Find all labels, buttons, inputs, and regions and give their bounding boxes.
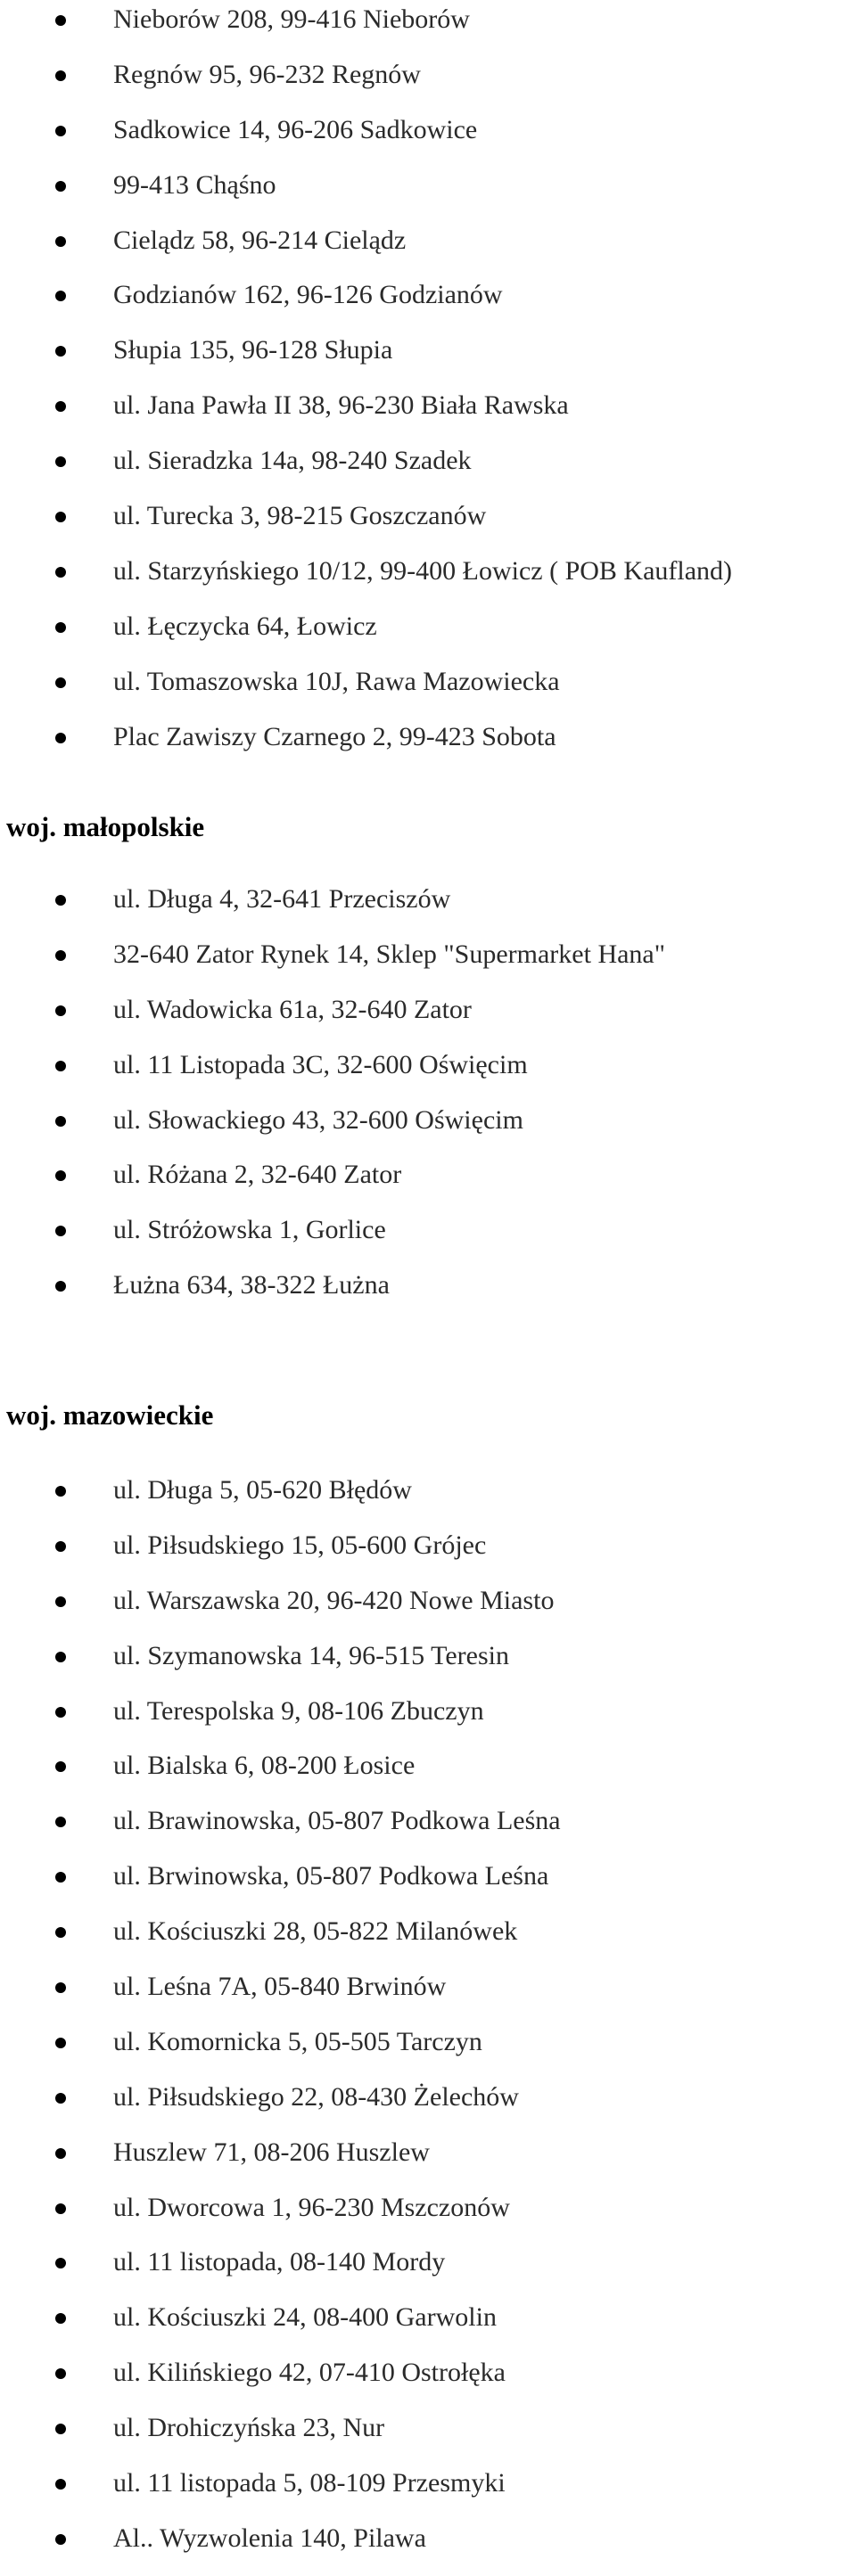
list-item [0,1748,856,1803]
bullet-icon [55,346,66,357]
address-text: ul. Warszawska 20, 96-420 Nowe Miasto [113,1585,555,1615]
address-text: ul. Piłsudskiego 15, 05-600 Grójec [113,1530,487,1560]
list-item [0,2024,856,2080]
address-text: ul. 11 listopada 5, 08-109 Przesmyki [113,2468,506,2498]
address-text: ul. 11 Listopada 3C, 32-600 Oświęcim [113,1049,528,1079]
bullet-icon [55,1982,66,1993]
address-text: ul. Kilińskiego 42, 07-410 Ostrołęka [113,2358,506,2388]
list-item [0,1638,856,1694]
list-item [0,2410,856,2465]
list-item [0,112,856,168]
list-item [0,498,856,554]
list-item [0,332,856,388]
bullet-icon [55,2148,66,2159]
heading-malopolskie: woj. małopolskie [6,811,205,842]
bullet-icon [55,1061,66,1071]
list-item [0,2465,856,2521]
address-text: ul. Słowackiego 43, 32-600 Oświęcim [113,1104,523,1135]
bullet-icon [55,1707,66,1718]
list-item [0,2521,856,2576]
address-text: Cielądz 58, 96-214 Cielądz [113,225,407,255]
address-text: ul. Turecka 3, 98-215 Goszczanów [113,501,487,531]
list-item [0,882,856,937]
address-text: Godzianów 162, 96-126 Godzianów [113,280,503,310]
bullet-icon [55,1486,66,1497]
bullet-icon [55,1541,66,1552]
list-item [0,1267,856,1323]
address-text: Nieborów 208, 99-416 Nieborów [113,4,470,34]
list-item [0,937,856,992]
address-text: ul. Kościuszki 28, 05-822 Milanówek [113,1916,518,1947]
bullet-icon [55,2093,66,2104]
bullet-icon [55,181,66,192]
address-text: ul. Leśna 7A, 05-840 Brwinów [113,1972,447,2002]
bullet-icon [55,1927,66,1938]
list-item [0,2080,856,2135]
bullet-icon [55,70,66,81]
list-item [0,992,856,1047]
list-item [0,277,856,332]
section-malopolskie [0,882,856,1323]
list-item [0,1528,856,1583]
bullet-icon [55,2313,66,2324]
list-item [0,223,856,278]
bullet-icon [55,567,66,578]
address-list-mazowieckie [0,1473,856,2576]
bullet-icon [55,2038,66,2048]
list-item [0,1858,856,1914]
list-item [0,388,856,443]
list-item [0,2244,856,2300]
address-text: Plac Zawiszy Czarnego 2, 99-423 Sobota [113,721,556,751]
address-text: ul. Stróżowska 1, Gorlice [113,1215,386,1245]
bullet-icon [55,401,66,412]
address-text: ul. 11 listopada, 08-140 Mordy [113,2247,446,2277]
address-text: ul. Długa 5, 05-620 Błędów [113,1475,412,1505]
bullet-icon [55,512,66,522]
list-item [0,719,856,775]
bullet-icon [55,622,66,633]
section-lodzkie-continued [0,2,856,774]
list-item [0,1473,856,1528]
address-text: ul. Brwinowska, 05-807 Podkowa Leśna [113,1861,549,1891]
address-text: ul. Brawinowska, 05-807 Podkowa Leśna [113,1806,561,1836]
section-mazowieckie [0,1473,856,2576]
address-text: ul. Łęczycka 64, Łowicz [113,611,377,641]
list-item [0,1803,856,1858]
address-text: ul. Dworcowa 1, 96-230 Mszczonów [113,2192,510,2222]
address-text: ul. Terespolska 9, 08-106 Zbuczyn [113,1695,484,1726]
list-item [0,443,856,498]
list-item [0,554,856,609]
address-text: ul. Tomaszowska 10J, Rawa Mazowiecka [113,666,560,696]
address-text: ul. Komornicka 5, 05-505 Tarczyn [113,2026,482,2056]
bullet-icon [55,126,66,136]
list-item [0,664,856,719]
address-text: ul. Kościuszki 24, 08-400 Garwolin [113,2302,497,2333]
bullet-icon [55,1872,66,1883]
list-item [0,1103,856,1158]
list-item [0,2355,856,2410]
bullet-icon [55,456,66,467]
list-item [0,2300,856,2355]
address-text: ul. Starzyńskiego 10/12, 99-400 Łowicz ( POB Kaufland) [113,555,733,586]
address-text: ul. Różana 2, 32-640 Zator [113,1160,402,1190]
address-text: ul. Bialska 6, 08-200 Łosice [113,1751,416,1781]
bullet-icon [55,1596,66,1607]
bullet-icon [55,1761,66,1772]
list-item [0,1969,856,2024]
list-item [0,1157,856,1212]
address-text: ul. Wadowicka 61a, 32-640 Zator [113,994,472,1024]
bullet-icon [55,1652,66,1662]
bullet-icon [55,2479,66,2490]
bullet-icon [55,1817,66,1827]
address-text: 99-413 Chąśno [113,169,276,200]
bullet-icon [55,236,66,247]
bullet-icon [55,1116,66,1127]
bullet-icon [55,15,66,26]
bullet-icon [55,1005,66,1016]
address-text: ul. Sieradzka 14a, 98-240 Szadek [113,446,472,476]
bullet-icon [55,2368,66,2379]
heading-mazowieckie: woj. mazowieckie [6,1399,214,1431]
address-text: 32-640 Zator Rynek 14, Sklep "Supermarket Hana" [113,939,665,969]
bullet-icon [55,291,66,301]
bullet-icon [55,950,66,961]
list-item [0,1047,856,1103]
address-text: Al.. Wyzwolenia 140, Pilawa [113,2523,426,2553]
bullet-icon [55,895,66,906]
address-list-lodzkie [0,2,856,774]
list-item [0,609,856,664]
list-item [0,2190,856,2245]
address-text: ul. Szymanowska 14, 96-515 Teresin [113,1640,509,1670]
list-item [0,2,856,57]
bullet-icon [55,2258,66,2268]
address-text: Łużna 634, 38-322 Łużna [113,1270,390,1300]
address-text: ul. Długa 4, 32-641 Przeciszów [113,884,451,914]
bullet-icon [55,1281,66,1292]
address-text: ul. Jana Pawła II 38, 96-230 Biała Rawska [113,390,569,421]
list-item [0,168,856,223]
list-item [0,57,856,112]
address-text: ul. Piłsudskiego 22, 08-430 Żelechów [113,2081,519,2112]
bullet-icon [55,2534,66,2545]
bullet-icon [55,677,66,688]
address-text: Regnów 95, 96-232 Regnów [113,59,421,89]
bullet-icon [55,733,66,743]
list-item [0,1914,856,1969]
address-text: Słupia 135, 96-128 Słupia [113,335,393,365]
bullet-icon [55,1170,66,1181]
bullet-icon [55,1226,66,1236]
list-item [0,2135,856,2190]
address-list-malopolskie [0,882,856,1323]
list-item [0,1694,856,1749]
address-text: ul. Drohiczyńska 23, Nur [113,2413,385,2443]
bullet-icon [55,2424,66,2434]
address-text: Sadkowice 14, 96-206 Sadkowice [113,114,478,144]
list-item [0,1583,856,1638]
address-text: Huszlew 71, 08-206 Huszlew [113,2137,430,2167]
bullet-icon [55,2203,66,2214]
list-item [0,1212,856,1267]
